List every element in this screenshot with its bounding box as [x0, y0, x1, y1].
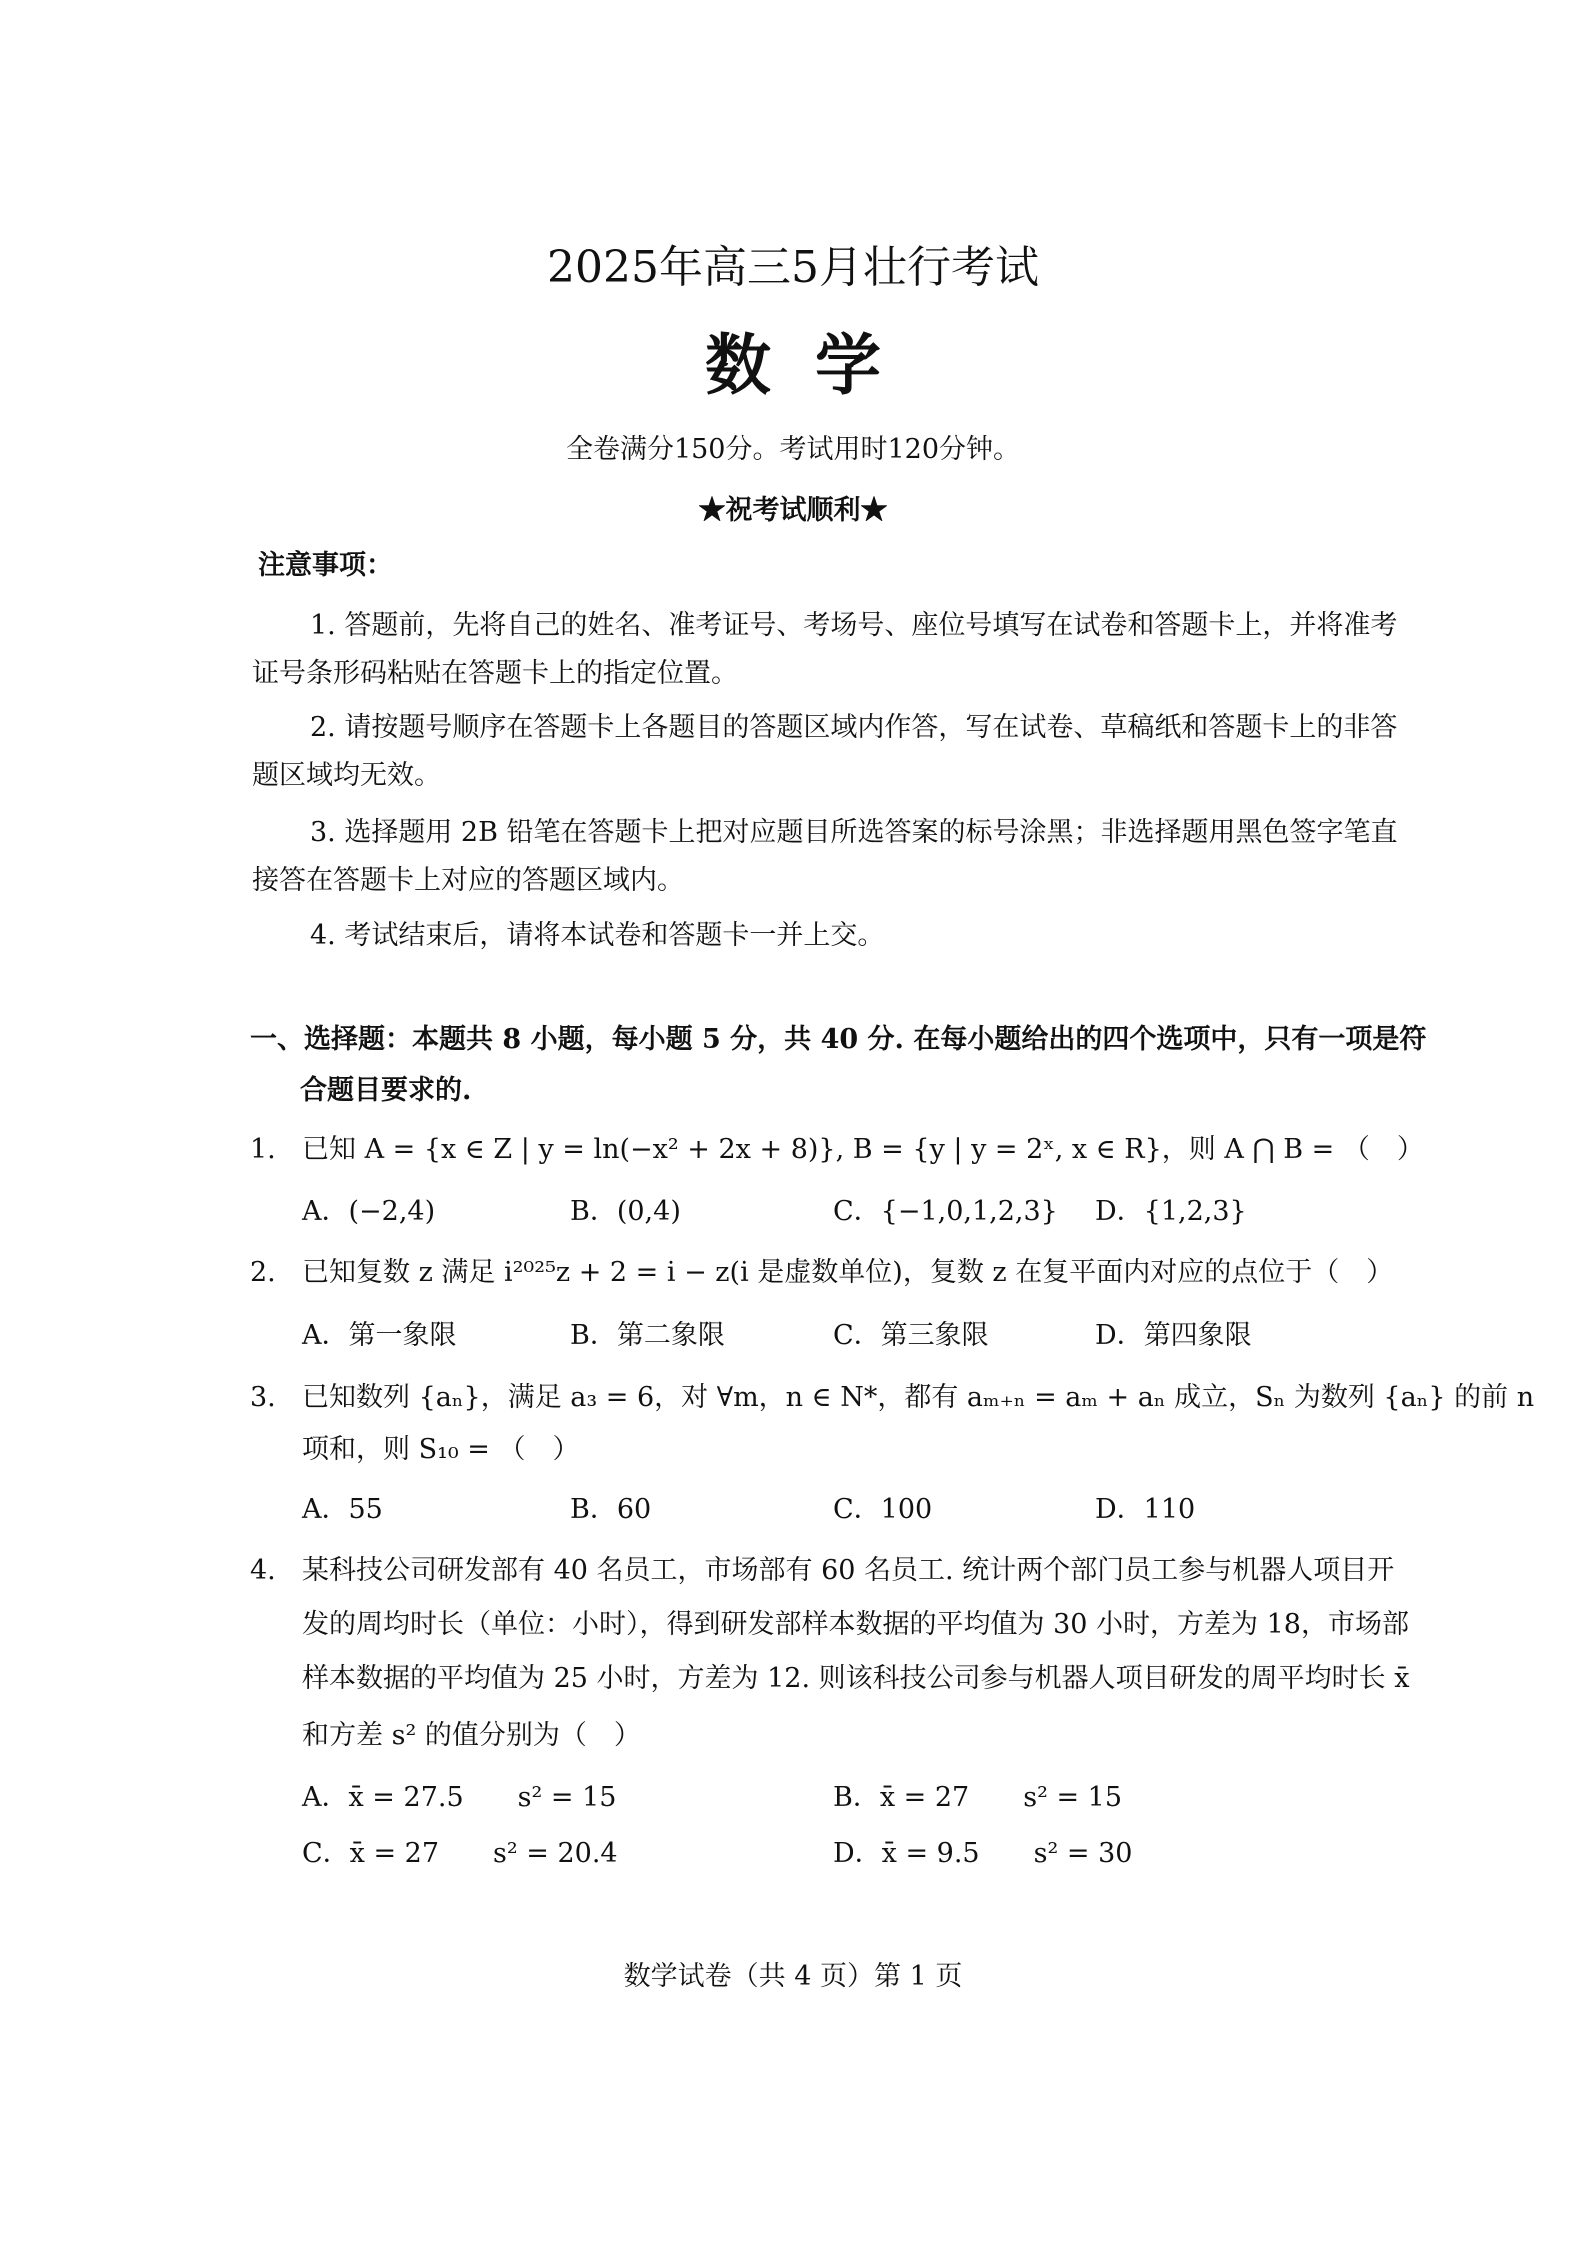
section-1-heading-line-2: 合题目要求的. — [300, 1075, 472, 1106]
question-2-option-d: D．第四象限 — [1095, 1320, 1252, 1351]
notice-item-2-line-2: 题区域均无效。 — [252, 760, 441, 791]
subject-title: 数学 — [705, 326, 925, 404]
question-3-stem-line-1: 已知数列 {aₙ}，满足 a₃ = 6，对 ∀m，n ∈ N*，都有 aₘ₊ₙ = aₘ + aₙ 成立，Sₙ 为数列 {aₙ} 的前 n — [302, 1382, 1535, 1413]
question-3-option-b: B．60 — [570, 1494, 652, 1525]
page-footer: 数学试卷（共 4 页）第 1 页 — [623, 1961, 963, 1992]
question-2-stem: 已知复数 z 满足 i²⁰²⁵z + 2 = i − z(i 是虚数单位)，复数 z 在复平面内对应的点位于（ ） — [302, 1257, 1394, 1288]
question-4-stem-line-1: 某科技公司研发部有 40 名员工，市场部有 60 名员工. 统计两个部门员工参与机器人项目开 — [302, 1555, 1395, 1586]
question-3-number: 3. — [250, 1382, 276, 1413]
question-4-stem-line-4: 和方差 s² 的值分别为（ ） — [302, 1720, 641, 1751]
question-4-number: 4. — [250, 1555, 276, 1586]
question-1-number: 1. — [250, 1134, 276, 1165]
question-3-stem-line-2: 项和，则 S₁₀ = （ ） — [302, 1434, 580, 1465]
question-2-option-a: A．第一象限 — [302, 1320, 457, 1351]
notice-item-1-line-1: 1. 答题前，先将自己的姓名、准考证号、考场号、座位号填写在试卷和答题卡上，并将准考 — [310, 610, 1398, 641]
question-1-stem: 已知 A = {x ∈ Z | y = ln(−x² + 2x + 8)}, B = {y | y = 2ˣ, x ∈ R}，则 A ⋂ B = （ ） — [302, 1134, 1424, 1165]
notice-heading: 注意事项： — [258, 550, 393, 581]
notice-item-3-line-1: 3. 选择题用 2B 铅笔在答题卡上把对应题目所选答案的标号涂黑；非选择题用黑色签字笔直 — [310, 817, 1398, 848]
notice-item-2-line-1: 2. 请按题号顺序在答题卡上各题目的答题区域内作答，写在试卷、草稿纸和答题卡上的非答 — [310, 712, 1398, 743]
question-4-option-a: A．x̄ = 27.5 s² = 15 — [302, 1782, 617, 1813]
question-3-option-c: C．100 — [833, 1494, 933, 1525]
question-3-option-a: A．55 — [302, 1494, 383, 1525]
question-4-stem-line-3: 样本数据的平均值为 25 小时，方差为 12. 则该科技公司参与机器人项目研发的周平均时长 x̄ — [302, 1663, 1410, 1694]
question-1-option-d: D．{1,2,3} — [1095, 1196, 1247, 1227]
question-2-option-c: C．第三象限 — [833, 1320, 989, 1351]
question-1-option-b: B．(0,4) — [570, 1196, 681, 1227]
good-luck-banner: ★祝考试顺利★ — [698, 495, 888, 526]
question-2-number: 2. — [250, 1257, 276, 1288]
question-4-option-d: D．x̄ = 9.5 s² = 30 — [833, 1838, 1133, 1869]
question-1-option-c: C．{−1,0,1,2,3} — [833, 1196, 1058, 1227]
exam-title: 2025年高三5月壮行考试 — [547, 242, 1039, 293]
question-4-option-b: B．x̄ = 27 s² = 15 — [833, 1782, 1123, 1813]
section-1-heading-line-1: 一、选择题：本题共 8 小题，每小题 5 分，共 40 分. 在每小题给出的四个选项中，只有一项是符 — [250, 1024, 1427, 1055]
question-4-option-c: C．x̄ = 27 s² = 20.4 — [302, 1838, 618, 1869]
question-4-stem-line-2: 发的周均时长（单位：小时），得到研发部样本数据的平均值为 30 小时，方差为 18，市场部 — [302, 1609, 1409, 1640]
question-3-option-d: D．110 — [1095, 1494, 1196, 1525]
notice-item-1-line-2: 证号条形码粘贴在答题卡上的指定位置。 — [252, 658, 738, 689]
question-2-option-b: B．第二象限 — [570, 1320, 725, 1351]
notice-item-3-line-2: 接答在答题卡上对应的答题区域内。 — [252, 865, 684, 896]
exam-meta: 全卷满分150分。考试用时120分钟。 — [565, 434, 1021, 465]
notice-item-4: 4. 考试结束后，请将本试卷和答题卡一并上交。 — [310, 920, 885, 951]
question-1-option-a: A．(−2,4) — [302, 1196, 436, 1227]
